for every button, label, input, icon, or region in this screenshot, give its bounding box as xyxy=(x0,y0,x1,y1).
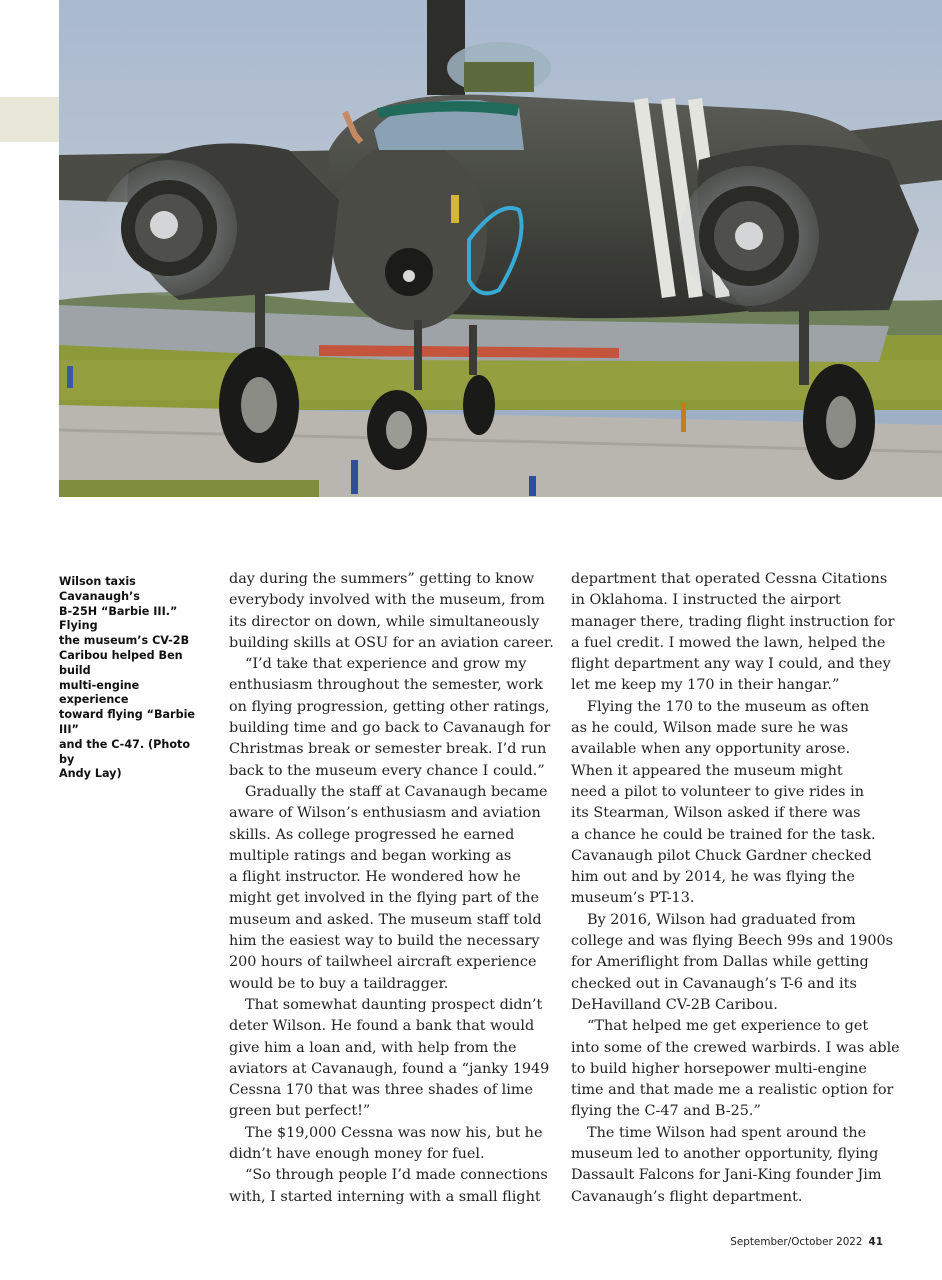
article-line: Cavanaugh’s flight department. xyxy=(571,1188,803,1205)
article-line: might get involved in the flying part of the xyxy=(229,890,540,907)
caption-line: B-25H “Barbie III.” Flying xyxy=(59,604,178,633)
article-line: building skills at OSU for an aviation career. xyxy=(229,634,554,651)
article-line: into some of the crewed warbirds. I was able xyxy=(571,1039,900,1056)
article-line: available when any opportunity arose. xyxy=(571,741,851,758)
b25-photo xyxy=(59,0,942,497)
article-line: museum led to another opportunity, flying xyxy=(571,1146,879,1163)
article-line: in Oklahoma. I instructed the airport xyxy=(571,592,841,609)
article-line: as he could, Wilson made sure he was xyxy=(571,720,849,737)
article-line: a flight instructor. He wondered how he xyxy=(229,869,521,886)
article-line: give him a loan and, with help from the xyxy=(229,1039,517,1056)
issue-date: September/October 2022 xyxy=(730,1236,863,1248)
article-line: need a pilot to volunteer to give rides in xyxy=(571,783,864,800)
article-line: Dassault Falcons for Jani-King founder Jim xyxy=(571,1167,882,1184)
article-line: checked out in Cavanaugh’s T-6 and its xyxy=(571,975,857,992)
article-line: a chance he could be trained for the task. xyxy=(571,826,876,843)
article-line: department that operated Cessna Citations xyxy=(571,571,888,587)
article-line: museum and asked. The museum staff told xyxy=(229,911,542,928)
article-line: Cavanaugh pilot Chuck Gardner checked xyxy=(571,847,872,864)
photo-caption xyxy=(59,575,209,782)
article-line: on flying progression, getting other ratings, xyxy=(229,698,550,715)
article-line: back to the museum every chance I could.” xyxy=(229,762,545,779)
article-line: college and was flying Beech 99s and 1900s xyxy=(571,933,894,950)
article-line: Cessna 170 that was three shades of lime xyxy=(229,1082,533,1099)
article-line: DeHavilland CV-2B Caribou. xyxy=(571,996,778,1013)
article-line: day during the summers” getting to know xyxy=(229,571,535,587)
article-column-2 xyxy=(571,569,901,1208)
article-line: Flying the 170 to the museum as often xyxy=(587,698,870,715)
caption-line: Caribou helped Ben build xyxy=(59,648,183,677)
article-line: enthusiasm throughout the semester, work xyxy=(229,677,543,694)
article-line: would be to buy a taildragger. xyxy=(229,975,449,992)
article-line: multiple ratings and began working as xyxy=(229,847,512,864)
article-line: aware of Wilson’s enthusiasm and aviation xyxy=(229,805,541,822)
caption-line: Andy Lay) xyxy=(59,767,122,781)
article-line: its Stearman, Wilson asked if there was xyxy=(571,805,861,822)
article-line: aviators at Cavanaugh, found a “janky 1949 xyxy=(229,1060,550,1077)
article-line: museum’s PT-13. xyxy=(571,890,695,907)
article-line: “So through people I’d made connections xyxy=(245,1167,548,1184)
article-column-1 xyxy=(229,569,559,1208)
page-number: 41 xyxy=(868,1236,883,1248)
caption-line: and the C-47. (Photo by xyxy=(59,737,191,766)
article-line: manager there, trading flight instruction for xyxy=(571,613,895,630)
article-line: “I’d take that experience and grow my xyxy=(245,656,527,673)
article-line: everybody involved with the museum, from xyxy=(229,592,545,609)
article-line: The time Wilson had spent around the xyxy=(587,1124,867,1141)
caption-line: toward flying “Barbie III” xyxy=(59,708,196,736)
article-line: The $19,000 Cessna was now his, but he xyxy=(245,1124,543,1141)
article-line: By 2016, Wilson had graduated from xyxy=(587,911,856,928)
article-line: “That helped me get experience to get xyxy=(587,1018,869,1035)
article-line: with, I started interning with a small flight xyxy=(229,1188,541,1205)
article-line: him the easiest way to build the necessary xyxy=(229,933,540,950)
article-line: to build higher horsepower multi-engine xyxy=(571,1060,867,1077)
article-line: time and that made me a realistic option for xyxy=(571,1082,894,1099)
article-line: its director on down, while simultaneously xyxy=(229,613,540,630)
article-line: building time and go back to Cavanaugh for xyxy=(229,720,551,737)
article-line: didn’t have enough money for fuel. xyxy=(229,1146,485,1163)
article-line: him out and by 2014, he was flying the xyxy=(571,869,855,886)
article-line: flight department any way I could, and they xyxy=(571,656,891,673)
caption-line: multi-engine experience xyxy=(59,678,140,707)
article-line: let me keep my 170 in their hangar.” xyxy=(571,677,840,694)
caption-line: Wilson taxis Cavanaugh’s xyxy=(59,575,140,603)
article-line: deter Wilson. He found a bank that would xyxy=(229,1018,535,1035)
article-line: skills. As college progressed he earned xyxy=(229,826,515,843)
page-footer xyxy=(730,1236,883,1248)
article-line: When it appeared the museum might xyxy=(571,762,843,779)
article-line: flying the C-47 and B-25.” xyxy=(571,1103,761,1120)
article-line: Christmas break or semester break. I’d run xyxy=(229,741,547,758)
article-line: That somewhat daunting prospect didn’t xyxy=(245,996,543,1013)
article-line: Gradually the staff at Cavanaugh became xyxy=(245,783,548,800)
article-line: a fuel credit. I mowed the lawn, helped the xyxy=(571,634,886,651)
caption-line: the museum’s CV-2B xyxy=(59,634,190,648)
article-line: for Ameriflight from Dallas while getting xyxy=(571,954,869,971)
margin-accent-tab xyxy=(0,97,59,142)
article-line: 200 hours of tailwheel aircraft experience xyxy=(229,954,537,971)
article-line: green but perfect!” xyxy=(229,1103,371,1120)
